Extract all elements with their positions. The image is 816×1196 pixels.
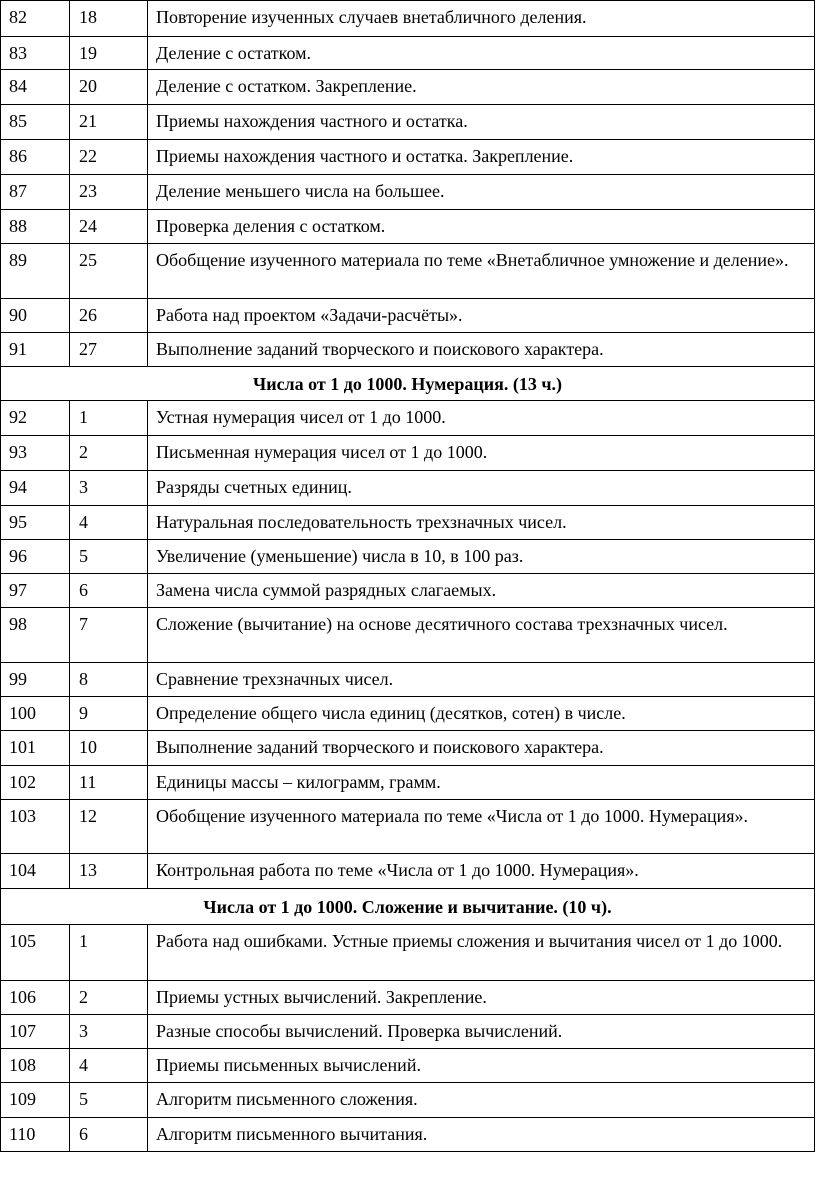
lesson-number: 91 [1, 333, 70, 367]
topic-lesson-number: 4 [70, 1049, 148, 1083]
topic-lesson-number: 19 [70, 37, 148, 70]
lesson-number: 95 [1, 506, 70, 540]
lesson-topic: Единицы массы – килограмм, грамм. [148, 766, 815, 800]
lesson-topic: Определение общего числа единиц (десятков, сотен) в числе. [148, 697, 815, 731]
lesson-number: 103 [1, 800, 70, 854]
lesson-topic: Работа над ошибками. Устные приемы сложения и вычитания чисел от 1 до 1000. [148, 925, 815, 981]
lesson-number: 110 [1, 1118, 70, 1152]
lesson-topic: Повторение изученных случаев внетабличного деления. [148, 1, 815, 37]
section-title: Числа от 1 до 1000. Нумерация. (13 ч.) [1, 367, 815, 401]
lesson-number: 105 [1, 925, 70, 981]
table-row [1, 37, 815, 70]
lesson-topic: Устная нумерация чисел от 1 до 1000. [148, 401, 815, 436]
table-row [1, 436, 815, 471]
lesson-number: 86 [1, 140, 70, 175]
table-row [1, 105, 815, 140]
lesson-topic: Сравнение трехзначных чисел. [148, 663, 815, 697]
lesson-topic: Деление меньшего числа на большее. [148, 175, 815, 210]
lesson-topic: Выполнение заданий творческого и поискового характера. [148, 333, 815, 367]
topic-lesson-number: 26 [70, 299, 148, 333]
lesson-topic: Контрольная работа по теме «Числа от 1 до 1000. Нумерация». [148, 854, 815, 889]
lesson-topic: Замена числа суммой разрядных слагаемых. [148, 574, 815, 608]
lesson-number: 96 [1, 540, 70, 574]
topic-lesson-number: 3 [70, 471, 148, 506]
lesson-topic: Обобщение изученного материала по теме «Числа от 1 до 1000. Нумерация». [148, 800, 815, 854]
topic-lesson-number: 9 [70, 697, 148, 731]
topic-lesson-number: 6 [70, 574, 148, 608]
table-row [1, 175, 815, 210]
lesson-number: 83 [1, 37, 70, 70]
lesson-topic: Обобщение изученного материала по теме «Внетабличное умножение и деление». [148, 244, 815, 299]
topic-lesson-number: 21 [70, 105, 148, 140]
lesson-topic: Выполнение заданий творческого и поискового характера. [148, 731, 815, 766]
lesson-topic: Приемы устных вычислений. Закрепление. [148, 981, 815, 1015]
topic-lesson-number: 18 [70, 1, 148, 37]
section-title: Числа от 1 до 1000. Сложение и вычитание. (10 ч). [1, 889, 815, 925]
table-row [1, 1118, 815, 1152]
topic-lesson-number: 22 [70, 140, 148, 175]
lesson-number: 90 [1, 299, 70, 333]
table-row [1, 210, 815, 244]
table-row [1, 981, 815, 1015]
lesson-number: 89 [1, 244, 70, 299]
lesson-number: 106 [1, 981, 70, 1015]
table-row [1, 333, 815, 367]
table-row [1, 697, 815, 731]
table-row [1, 854, 815, 889]
table-row [1, 731, 815, 766]
lesson-topic: Приемы нахождения частного и остатка. [148, 105, 815, 140]
topic-lesson-number: 3 [70, 1015, 148, 1049]
lesson-topic: Алгоритм письменного вычитания. [148, 1118, 815, 1152]
lesson-topic: Работа над проектом «Задачи-расчёты». [148, 299, 815, 333]
table-row [1, 663, 815, 697]
topic-lesson-number: 10 [70, 731, 148, 766]
table-row [1, 766, 815, 800]
lesson-number: 100 [1, 697, 70, 731]
lesson-topic: Сложение (вычитание) на основе десятичного состава трехзначных чисел. [148, 608, 815, 663]
topic-lesson-number: 2 [70, 436, 148, 471]
table-row [1, 608, 815, 663]
lesson-topic: Разряды счетных единиц. [148, 471, 815, 506]
lesson-topic: Приемы письменных вычислений. [148, 1049, 815, 1083]
table-row [1, 401, 815, 436]
lesson-number: 92 [1, 401, 70, 436]
table-body [1, 1, 815, 1152]
lesson-topic: Разные способы вычислений. Проверка вычислений. [148, 1015, 815, 1049]
lesson-number: 94 [1, 471, 70, 506]
topic-lesson-number: 1 [70, 925, 148, 981]
topic-lesson-number: 7 [70, 608, 148, 663]
lesson-number: 93 [1, 436, 70, 471]
lesson-number: 99 [1, 663, 70, 697]
lesson-number: 108 [1, 1049, 70, 1083]
topic-lesson-number: 8 [70, 663, 148, 697]
lesson-number: 102 [1, 766, 70, 800]
topic-lesson-number: 11 [70, 766, 148, 800]
table-row [1, 1015, 815, 1049]
table-row [1, 540, 815, 574]
topic-lesson-number: 4 [70, 506, 148, 540]
topic-lesson-number: 13 [70, 854, 148, 889]
lesson-number: 107 [1, 1015, 70, 1049]
lesson-number: 82 [1, 1, 70, 37]
topic-lesson-number: 5 [70, 540, 148, 574]
table-row [1, 299, 815, 333]
topic-lesson-number: 23 [70, 175, 148, 210]
section-header-row [1, 367, 815, 401]
lesson-topic: Алгоритм письменного сложения. [148, 1083, 815, 1118]
lesson-number: 109 [1, 1083, 70, 1118]
lesson-number: 97 [1, 574, 70, 608]
table-row [1, 925, 815, 981]
table-row [1, 1, 815, 37]
lesson-topic: Деление с остатком. [148, 37, 815, 70]
topic-lesson-number: 24 [70, 210, 148, 244]
topic-lesson-number: 2 [70, 981, 148, 1015]
lesson-number: 104 [1, 854, 70, 889]
table-row [1, 140, 815, 175]
topic-lesson-number: 20 [70, 70, 148, 105]
lesson-number: 85 [1, 105, 70, 140]
lesson-topic: Проверка деления с остатком. [148, 210, 815, 244]
lesson-number: 98 [1, 608, 70, 663]
lesson-topic: Письменная нумерация чисел от 1 до 1000. [148, 436, 815, 471]
lesson-topic: Натуральная последовательность трехзначных чисел. [148, 506, 815, 540]
section-header-row [1, 889, 815, 925]
topic-lesson-number: 25 [70, 244, 148, 299]
table-row [1, 1083, 815, 1118]
topic-lesson-number: 6 [70, 1118, 148, 1152]
topic-lesson-number: 27 [70, 333, 148, 367]
table-row [1, 70, 815, 105]
lesson-number: 88 [1, 210, 70, 244]
topic-lesson-number: 12 [70, 800, 148, 854]
lesson-number: 101 [1, 731, 70, 766]
lesson-topic: Деление с остатком. Закрепление. [148, 70, 815, 105]
table-row [1, 471, 815, 506]
table-row [1, 574, 815, 608]
table-row [1, 506, 815, 540]
topic-lesson-number: 1 [70, 401, 148, 436]
lesson-topic: Приемы нахождения частного и остатка. Закрепление. [148, 140, 815, 175]
table-row [1, 800, 815, 854]
table-row [1, 1049, 815, 1083]
lesson-number: 84 [1, 70, 70, 105]
table-row [1, 244, 815, 299]
lesson-number: 87 [1, 175, 70, 210]
lesson-topic: Увеличение (уменьшение) числа в 10, в 100 раз. [148, 540, 815, 574]
topic-lesson-number: 5 [70, 1083, 148, 1118]
